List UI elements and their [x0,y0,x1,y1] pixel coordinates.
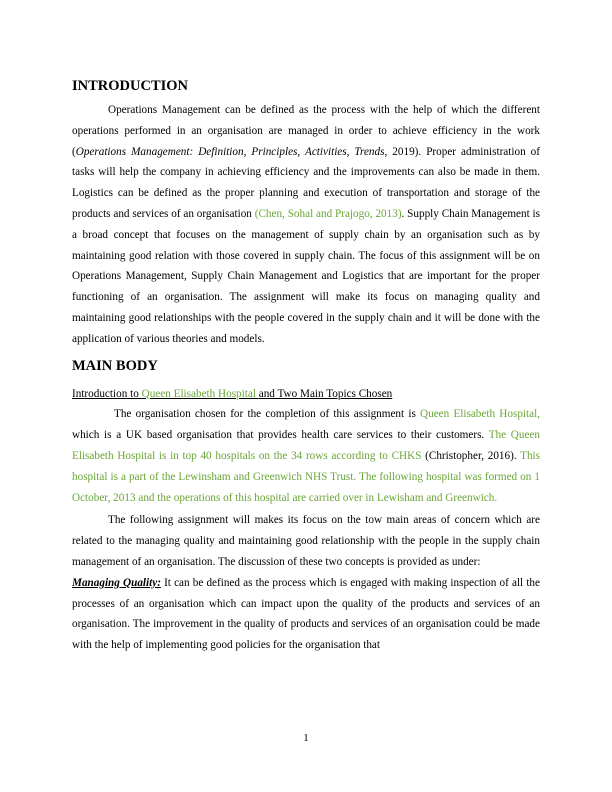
introduction-paragraph [72,100,540,350]
managing-quality-paragraph [72,573,540,656]
intro-citation-title: Operations Management: Definition, Principles, Activities, Trends [75,145,385,158]
org-citation-christopher: (Christopher, 2016). [421,449,521,462]
subheading-part-1: Introduction to [72,387,142,400]
introduction-heading: INTRODUCTION [72,78,189,94]
subheading-part-2: and Two Main Topics Chosen [258,387,393,400]
subheading-hospital-name: Queen Elisabeth Hospital [141,387,259,400]
main-body-heading: MAIN BODY [72,357,158,374]
assignment-focus-paragraph: The following assignment will makes its focus on the tow main areas of concern which are related to the managing quality and maintaining good relationship with the people in the supply chain management of an organisation. The discussion of these two concepts is provided as under: [72,514,540,568]
organisation-paragraph [72,404,540,508]
org-text-part-1: The organisation chosen for the completion of this assignment is [114,408,421,421]
org-ranking-text: The Queen Elisabeth Hospital is in top 40 hospitals on the 34 rows according to CHKS [72,429,541,462]
managing-quality-text: It can be defined as the process which is engaged with making inspection of all the processes of an organisation which can impact upon the quality of the products and services of an organisation. The improvement in the quality of products and services of an organisation could be made with the help of implementing good policies for the organisation that [72,576,540,652]
intro-text-part-3: . Supply Chain Management is a broad concept that focuses on the management of supply chain by an organisation such as by maintaining good relation with those covered in supply chain. The focus of this assignment will be on Operations Management, Supply Chain Management and Logistics that are important for the proper functioning of an organisation. The assignment will make its focus on managing quality and maintaining good relationships with the people covered in the supply chain and it will be done with the application of various theories and models. [72,207,540,345]
org-text-part-2: which is a UK based organisation that provides health care services to their customers. [72,429,489,442]
intro-text-part-2: , 2019). Proper administration of tasks will help the company in achieving efficiency and the improvements can also be made in them. Logistics can be defined as the proper planning and execution of transportation and storage of the products and services of an organisation [72,145,540,220]
org-hospital-name: Queen Elisabeth Hospital, [420,408,540,421]
org-trust-text: This hospital is a part of the Lewinsham and Greenwich NHS Trust. The following hospital was formed on 1 October, 2013 and the operations of this hospital are carried over in Lewisham and Greenwich. [72,449,541,504]
topics-subheading [72,384,540,405]
page-content [72,76,540,656]
intro-text-part-1: Operations Management can be defined as the process with the help of which the different operations performed in an organisation are managed in order to achieve efficiency in the work ( [72,104,540,158]
intro-citation-chen: (Chen, Sohal and Prajogo, 2013) [254,207,402,220]
managing-quality-term: Managing Quality: [72,576,161,589]
page-number: 1 [303,732,309,744]
